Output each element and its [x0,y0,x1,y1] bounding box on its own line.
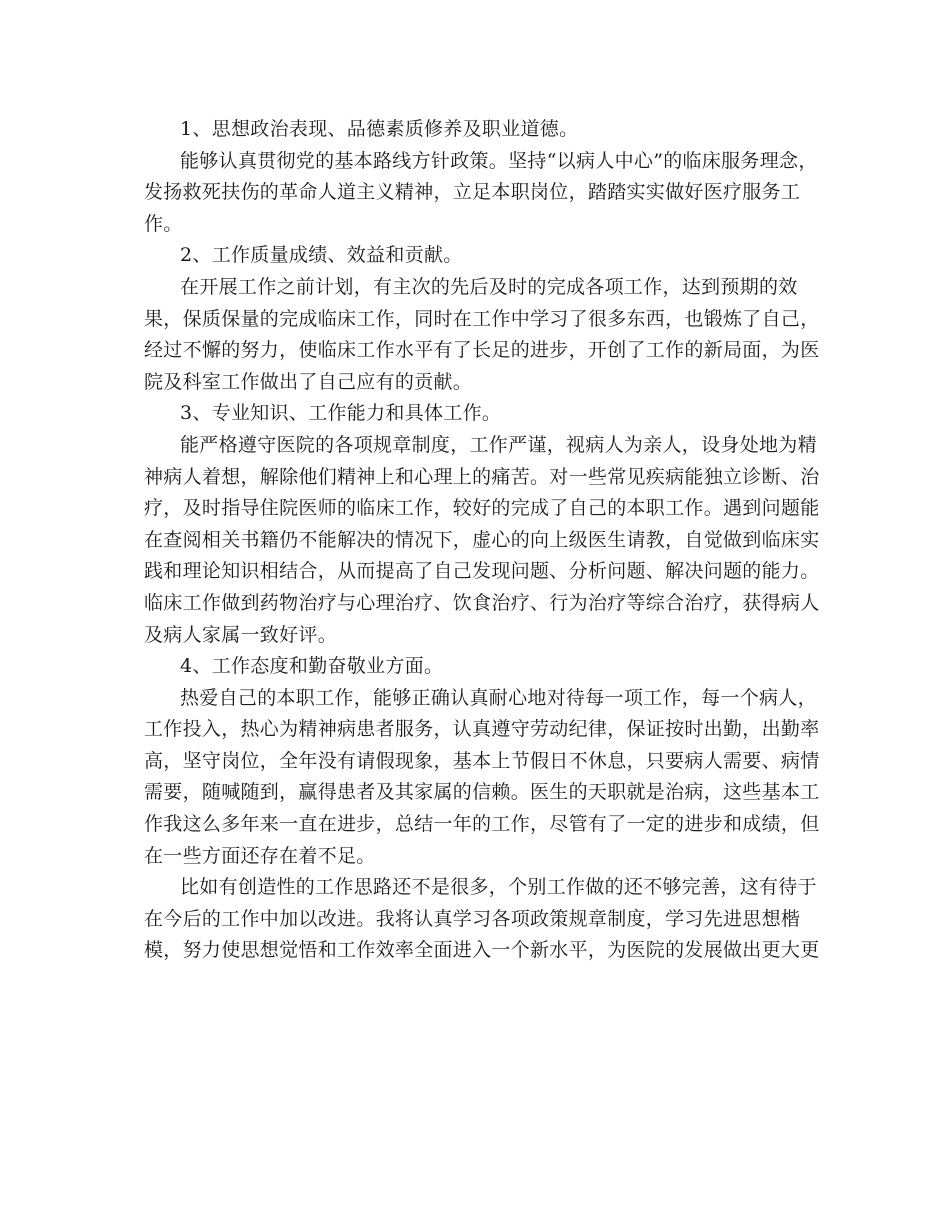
body-line: 院及科室工作做出了自己应有的贡献。 [144,370,473,393]
body-line: 工作投入，热心为精神病患者服务，认真遵守劳动纪律，保证按时出勤，出勤率 [144,718,820,741]
section-heading-3: 3、专业知识、工作能力和具体工作。 [180,402,502,425]
body-line: 在查阅相关书籍仍不能解决的情况下，虚心的向上级医生请教，自觉做到临床实 [144,528,820,551]
body-line: 能严格遵守医院的各项规章制度，工作严谨，视病人为亲人，设身处地为精 [180,433,817,456]
section-heading-4: 4、工作态度和勤奋敬业方面。 [180,655,444,678]
body-line: 在一些方面还存在着不足。 [144,844,376,867]
body-line: 能够认真贯彻党的基本路线方针政策。坚持“以病人中心”的临床服务理念， [180,149,818,172]
body-line: 模，努力使思想觉悟和工作效率全面进入一个新水平，为医院的发展做出更大更 [144,939,820,962]
body-line: 经过不懈的努力，使临床工作水平有了长足的进步，开创了工作的新局面，为医 [144,339,820,362]
body-line: 作。 [144,212,183,235]
body-line: 发扬救死扶伤的革命人道主义精神，立足本职岗位，踏踏实实做好医疗服务工 [144,181,801,204]
body-line: 果，保质保量的完成临床工作，同时在工作中学习了很多东西，也锻炼了自己， [144,307,820,330]
body-line: 热爱自己的本职工作，能够正确认真耐心地对待每一项工作，每一个病人， [180,686,817,709]
body-line: 及病人家属一致好评。 [144,623,338,646]
body-line: 在今后的工作中加以改进。我将认真学习各项政策规章制度，学习先进思想楷 [144,907,801,930]
body-line: 高，坚守岗位，全年没有请假现象，基本上节假日不休息，只要病人需要、病情 [144,749,820,772]
body-line: 比如有创造性的工作思路还不是很多，个别工作做的还不够完善，这有待于 [180,876,817,899]
body-line: 作我这么多年来一直在进步，总结一年的工作，尽管有了一定的进步和成绩，但 [144,813,820,836]
body-line: 在开展工作之前计划，有主次的先后及时的完成各项工作，达到预期的效 [180,275,798,298]
body-line: 临床工作做到药物治疗与心理治疗、饮食治疗、行为治疗等综合治疗，获得病人 [144,591,820,614]
section-heading-2: 2、工作质量成绩、效益和贡献。 [180,244,463,267]
body-line: 疗，及时指导住院医师的临床工作，较好的完成了自己的本职工作。遇到问题能 [144,497,820,520]
section-heading-1: 1、思想政治表现、品德素质修养及职业道德。 [180,118,579,140]
body-line: 需要，随喊随到，赢得患者及其家属的信赖。医生的天职就是治病，这些基本工 [144,781,820,804]
body-line: 践和理论知识相结合，从而提高了自己发现问题、分析问题、解决问题的能力。 [144,560,820,583]
body-line: 神病人着想，解除他们精神上和心理上的痛苦。对一些常见疾病能独立诊断、治 [144,465,820,488]
